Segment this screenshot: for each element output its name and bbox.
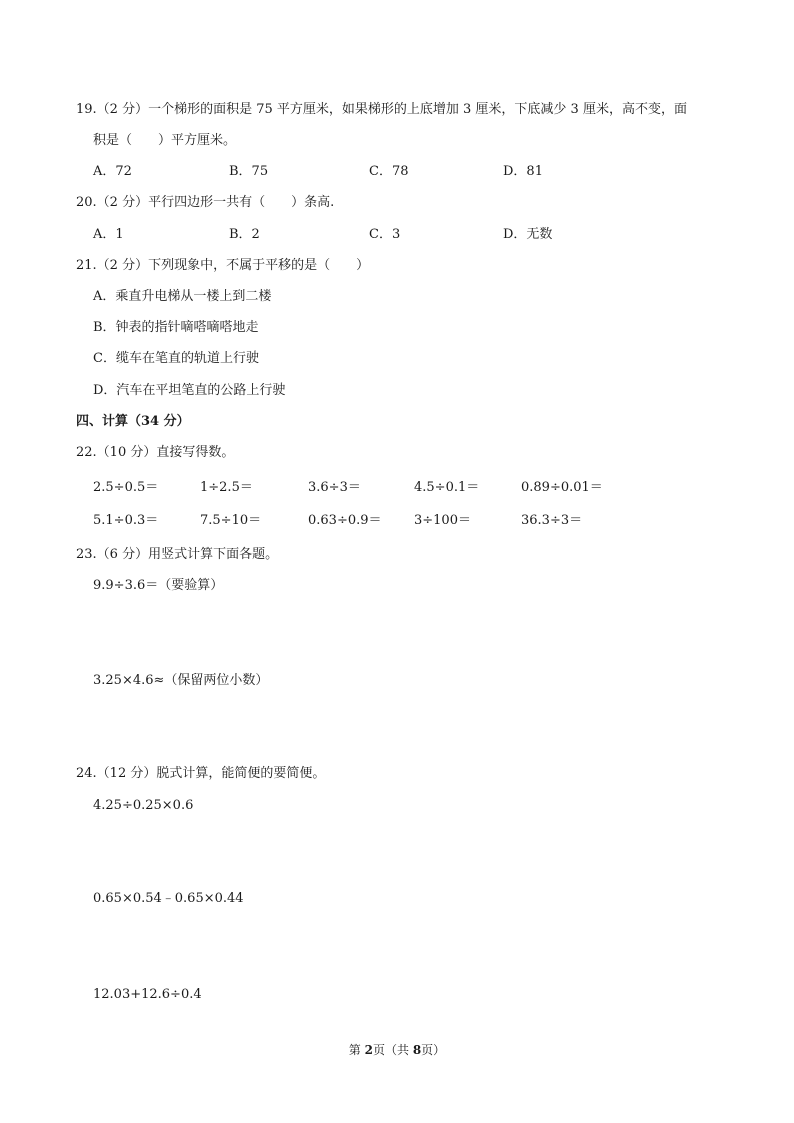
footer-page-number: 2 <box>364 1043 373 1057</box>
q22-item: 4.5÷0.1＝ <box>414 480 480 495</box>
footer-suffix: 页） <box>421 1043 446 1057</box>
footer-total-pages: 8 <box>412 1043 422 1057</box>
q24-item-1: 4.25÷0.25×0.6 <box>93 798 194 813</box>
q22-item: 0.63÷0.9＝ <box>308 513 382 528</box>
q22-stem: 22.（10 分）直接写得数。 <box>76 445 235 460</box>
q19-stem-line1: 19.（2 分）一个梯形的面积是 75 平方厘米，如果梯形的上底增加 3 厘米，下底减少 3 厘米，高不变，面 <box>76 102 687 117</box>
q21-stem: 21.（2 分）下列现象中，不属于平移的是（ ） <box>76 258 370 273</box>
q19-stem-line2: 积是（ ）平方厘米。 <box>93 133 237 148</box>
q21-option-b: B．钟表的指针嘀嗒嘀嗒地走 <box>93 320 259 335</box>
q24-item-2: 0.65×0.54﹣0.65×0.44 <box>93 891 244 906</box>
q22-item: 5.1÷0.3＝ <box>93 513 159 528</box>
q20-option-a: A．1 <box>93 227 124 242</box>
q23-item-2: 3.25×4.6≈（保留两位小数） <box>93 673 269 688</box>
q22-item: 0.89÷0.01＝ <box>521 480 603 495</box>
q20-option-b: B．2 <box>229 227 260 242</box>
q21-option-d: D．汽车在平坦笔直的公路上行驶 <box>93 383 286 398</box>
q22-item: 3÷100＝ <box>414 513 471 528</box>
q23-item-1: 9.9÷3.6＝（要验算） <box>93 578 224 593</box>
q22-item: 36.3÷3＝ <box>521 513 583 528</box>
footer-prefix: 第 <box>348 1043 365 1057</box>
q22-item: 3.6÷3＝ <box>308 480 361 495</box>
q19-option-a: A．72 <box>93 164 132 179</box>
footer-middle: 页（共 <box>372 1043 413 1057</box>
q23-stem: 23.（6 分）用竖式计算下面各题。 <box>76 547 279 562</box>
q22-item: 1÷2.5＝ <box>200 480 253 495</box>
q21-option-c: C．缆车在笔直的轨道上行驶 <box>93 351 259 366</box>
section-title: 四、计算（34 分） <box>76 414 190 429</box>
page-footer <box>0 1042 794 1058</box>
q21-option-a: A．乘直升电梯从一楼上到二楼 <box>93 289 272 304</box>
q24-stem: 24.（12 分）脱式计算，能简便的要简便。 <box>76 766 326 781</box>
q22-item: 2.5÷0.5＝ <box>93 480 159 495</box>
q20-stem: 20.（2 分）平行四边形一共有（ ）条高. <box>76 195 335 210</box>
q20-option-d: D．无数 <box>503 227 553 242</box>
q19-option-d: D．81 <box>503 164 543 179</box>
q24-item-3: 12.03+12.6÷0.4 <box>93 987 202 1002</box>
q19-option-c: C．78 <box>369 164 409 179</box>
q22-item: 7.5÷10＝ <box>200 513 262 528</box>
q19-option-b: B．75 <box>229 164 269 179</box>
q20-option-c: C．3 <box>369 227 401 242</box>
